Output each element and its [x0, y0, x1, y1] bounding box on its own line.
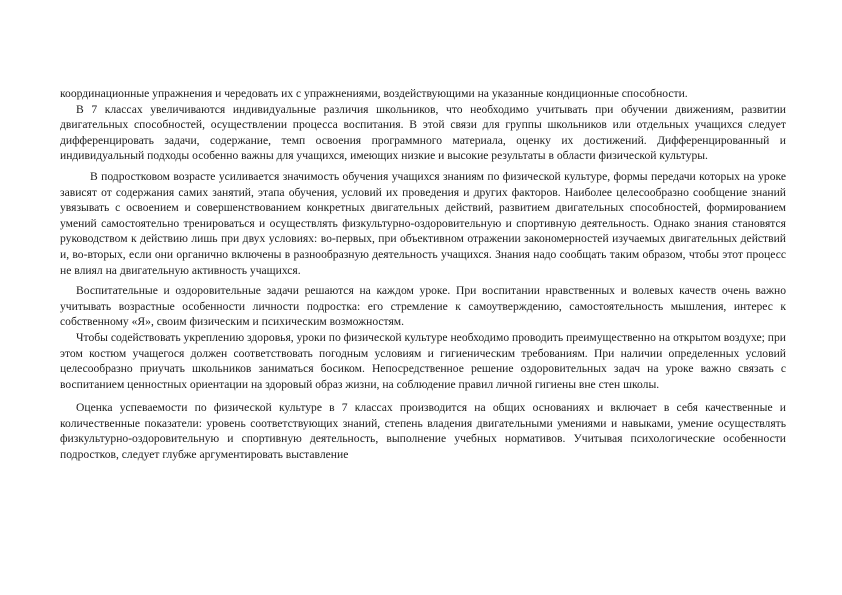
- paragraph-assessment: Оценка успеваемости по физической культуре в 7 классах производится на общих основаниях и включает в себя качественные и количественные показатели: уровень соответствующих знаний, степень владения двигательными умениями и навыками, умение осуществлять физкультурно-оздоровительную и спортивную деятельность, выполнение учебных нормативов. Учитывая психологические особенности подростков, следует глубже аргументировать выставление: [60, 401, 786, 462]
- paragraph-health-promotion: Чтобы содействовать укреплению здоровья, уроки по физической культуре необходимо проводить преимущественно на открытом воздухе; при этом костюм учащегося должен соответствовать погодным условиям и гигиеническим требованиям. При наличии определенных условий целесообразно приучать школьников заниматься босиком. Непосредственное решение оздоровительных задач на уроке важно связать с воспитанием ценностных ориентации на здоровый образ жизни, на соблюдение правил личной гигиены вне стен школы.: [60, 330, 786, 391]
- paragraph-knowledge-teaching: В подростковом возрасте усиливается значимость обучения учащихся знаниям по физической культуре, формы передачи которых на уроке зависят от содержания самих занятий, этапа обучения, условий их проведения и других факторов. Наиболее целесообразно сообщение знаний увязывать с освоением и совершенствованием конкретных двигательных действий, развитием двигательных способностей, формированием умений самостоятельно тренироваться и осуществлять физкультурно-оздоровительную и спортивную деятельность. Однако знания становятся руководством к действию лишь при двух условиях: во-первых, при объективном отражении закономерностей изучаемых двигательных действий и, во-вторых, если они органично включены в разнообразную деятельность учащихся. Знания надо сообщать таким образом, чтобы этот процесс не влиял на двигательную активность учащихся.: [60, 169, 786, 277]
- paragraph-coordination-exercises: координационные упражнения и чередовать их с упражнениями, воздействующими на указанные кондиционные способности.: [60, 87, 688, 100]
- paragraph-educational-tasks: Воспитательные и оздоровительные задачи решаются на каждом уроке. При воспитании нравственных и волевых качеств очень важно учитывать возрастные особенности личности подростка: его стремление к самоутверждению, самостоятельность мышления, интерес к собственному «Я», своим физическим и психическим возможностям.: [60, 284, 786, 329]
- paragraph-individual-differences: В 7 классах увеличиваются индивидуальные различия школьников, что необходимо учитывать при обучении движениям, развитии двигательных способностей, осуществлении процесса воспитания. В этой связи для группы школьников или отдельных учащихся следует дифференцировать задачи, содержание, темп освоения программного материала, оценку их достижений. Дифференцированный и индивидуальный подходы особенно важны для учащихся, имеющих низкие и высокие результаты в области физической культуры.: [60, 102, 786, 163]
- document-page: [60, 86, 786, 463]
